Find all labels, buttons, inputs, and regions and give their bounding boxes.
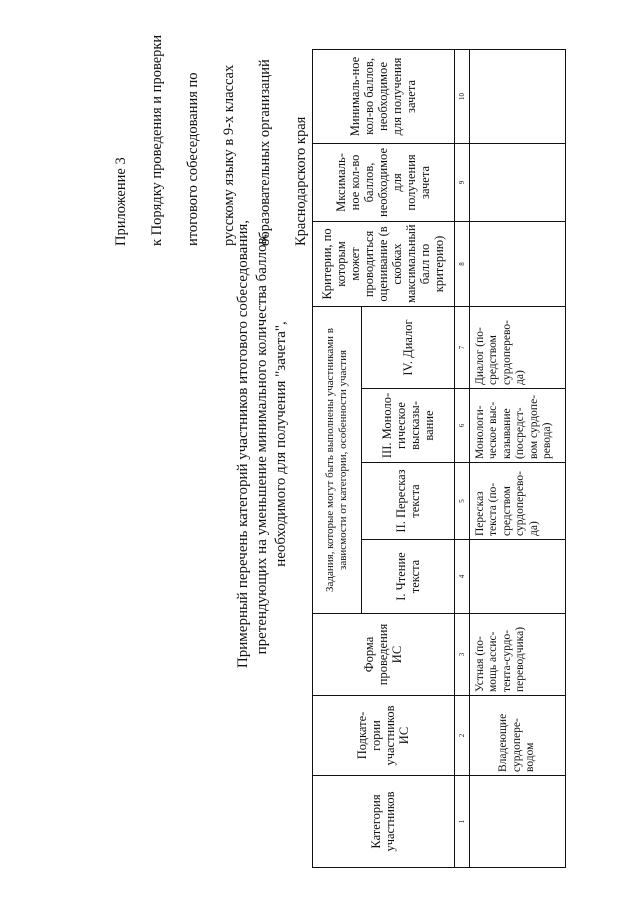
- cell-task-monologue: Монологи-ческое выс-казывание (посредст-вом сурдопе-ревода): [469, 389, 565, 463]
- column-number: 5: [454, 463, 469, 540]
- cell-category: [469, 776, 565, 868]
- column-number: 4: [454, 540, 469, 614]
- column-number: 9: [454, 143, 469, 221]
- column-number: 2: [454, 696, 469, 776]
- header-criteria: Критерии, по которым может проводиться оценивание (в скобках максимальный балл по критерию): [313, 221, 455, 306]
- column-number: 10: [454, 49, 469, 143]
- title-line: Примерный перечень категорий участников итогового собеседования,: [235, 219, 251, 669]
- header-max-score: Мксималь-ное кол-во баллов, необходимое для получения зачета: [313, 143, 455, 221]
- cell-subcategory: Владеющие сурдопере-водом: [469, 696, 565, 776]
- header-row: [313, 49, 362, 867]
- header-task-retelling: II. Пересказ текста: [361, 463, 454, 540]
- appendix-line: Краснодарского края: [293, 116, 309, 246]
- header-tasks-group: Задания, которые могут быть выполнены участниками в зависмости от категории, особенности участия: [313, 306, 362, 613]
- header-form: Форма проведения ИС: [313, 614, 455, 696]
- cell-task-dialogue: Диалог (по-средством сурдоперево-да): [469, 306, 565, 388]
- appendix-line: итогового собеседования по: [185, 72, 201, 246]
- cell-task-reading: [469, 540, 565, 614]
- table-row: [469, 49, 565, 867]
- cell-task-retelling: Пересказ текста (по-средством сурдоперево-да): [469, 463, 565, 540]
- cell-form: Устная (по-мощь ассис-тента-сурдо-переводчика): [469, 614, 565, 696]
- header-task-monologue: III. Моноло-гическое высказы-вание: [361, 389, 454, 463]
- header-task-reading: I. Чтение текста: [361, 540, 454, 614]
- column-number: 1: [454, 776, 469, 868]
- header-category: Категория участников: [313, 776, 455, 868]
- header-min-score: Минималь-ное кол-во баллов, необходимое для получения зачета: [313, 49, 455, 143]
- document-title: [234, 124, 291, 764]
- header-task-dialogue: IV. Диалог: [361, 306, 454, 388]
- column-number: 6: [454, 389, 469, 463]
- column-number-row: [454, 49, 469, 867]
- categories-table: [312, 49, 566, 868]
- title-line: необходимого для получения "зачета",: [273, 321, 289, 567]
- cell-max-score: [469, 143, 565, 221]
- appendix-line: образовательных организаций: [257, 59, 273, 246]
- cell-min-score: [469, 49, 565, 143]
- cell-criteria: [469, 221, 565, 306]
- column-number: 8: [454, 221, 469, 306]
- header-subcategory: Подкате-гории участников ИС: [313, 696, 455, 776]
- column-number: 3: [454, 614, 469, 696]
- appendix-line: к Порядку проведения и проверки: [149, 34, 165, 246]
- appendix-line: русскому языку в 9-х классах: [221, 64, 237, 246]
- column-number: 7: [454, 306, 469, 388]
- appendix-line: Приложение 3: [113, 157, 129, 246]
- appendix-note: [94, 1, 328, 246]
- title-line: претендующих на уменьшение минимального количества баллов,: [254, 233, 270, 655]
